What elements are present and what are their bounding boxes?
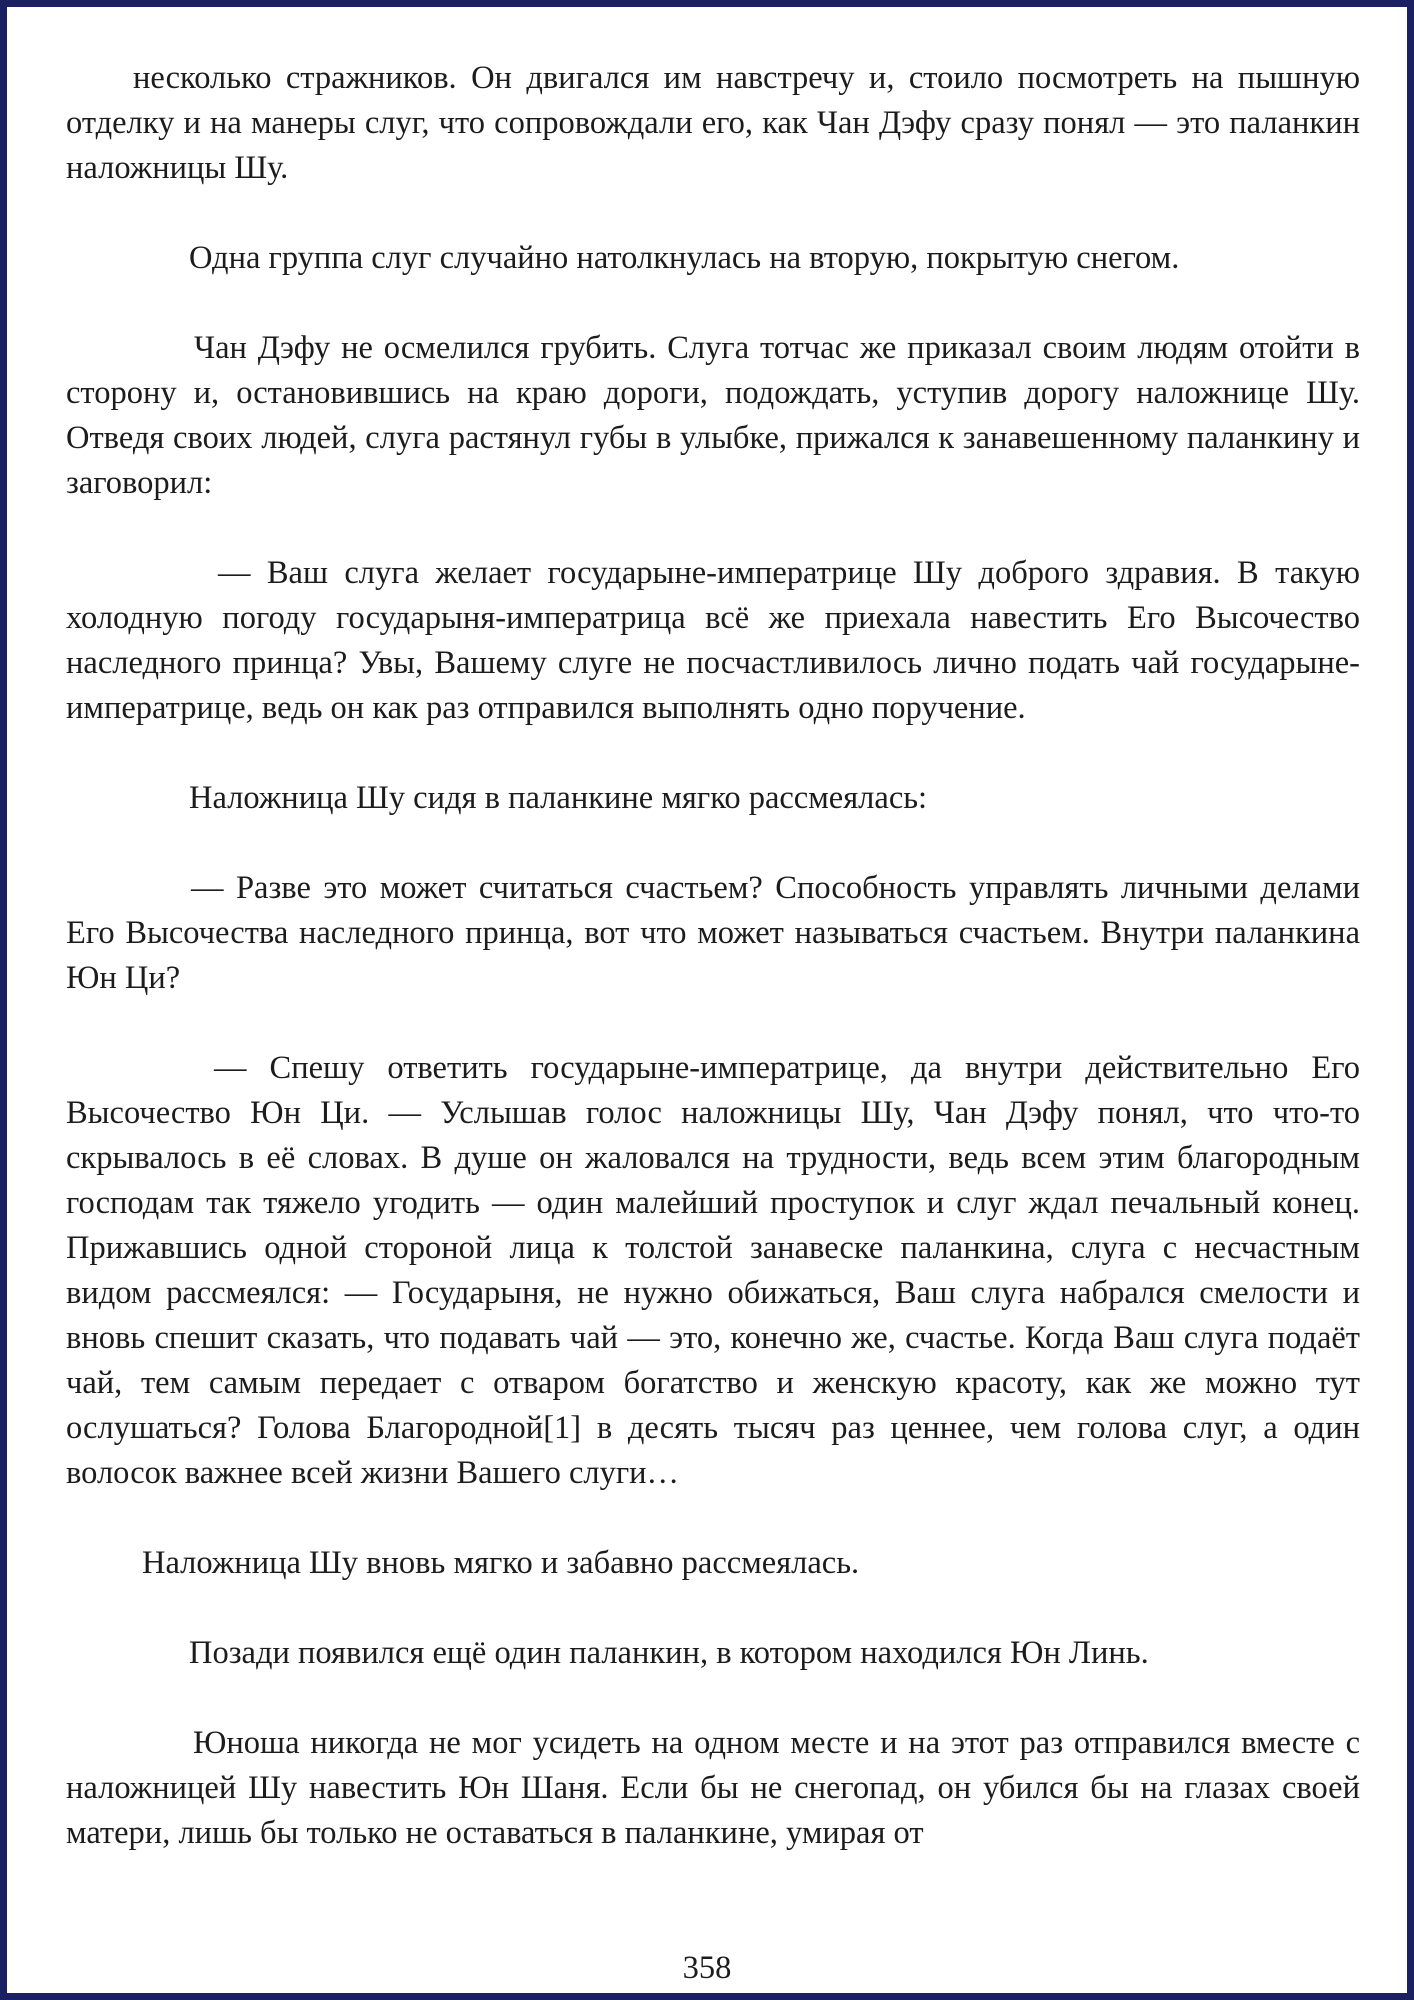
paragraph: — Разве это может считаться счастьем? Способность управлять личными делами Его Высочества наследного принца, вот что может называться счастьем. Внутри паланкина Юн Ци? [66,870,1360,996]
paragraph: Позади появился ещё один паланкин, в котором находился Юн Линь. [189,1635,1149,1671]
paragraph: Юноша никогда не мог усидеть на одном месте и на этот раз отправился вместе с наложницей Шу навестить Юн Шаня. Если бы не снегопад, он убился бы на глазах своей матери, лишь бы только не оставаться в паланкине, умирая от [66,1725,1360,1851]
page-text [66,56,1360,1856]
paragraph: — Спешу ответить государыне-императрице, да внутри действительно Его Высочество Юн Ци. — Услышав голос наложницы Шу, Чан Дэфу понял, что что-то скрывалось в её словах. В душе он жаловался на трудности, ведь всем этим благородным господам так тяжело угодить — один малейший проступок и слуг ждал печальный конец. Прижавшись одной стороной лица к толстой занавеске паланкина, слуга с несчастным видом рассмеялся: — Государыня, не нужно обижаться, Ваш слуга набрался смелости и вновь спешит сказать, что подавать чай — это, конечно же, счастье. Когда Ваш слуга подаёт чай, тем самым передает с отваром богатство и женскую красоту, как же можно тут ослушаться? Голова Благородной[1] в десять тысяч раз ценнее, чем голова слуг, а один волосок важнее всей жизни Вашего слуги… [66,1050,1360,1491]
page-number: 358 [682,1950,732,1986]
paragraph: Одна группа слуг случайно натолкнулась на вторую, покрытую снегом. [189,240,1180,276]
paragraph: Наложница Шу сидя в паланкине мягко рассмеялась: [189,780,928,816]
paragraph: Наложница Шу вновь мягко и забавно рассмеялась. [142,1545,860,1581]
paragraph: несколько стражников. Он двигался им навстречу и, стоило посмотреть на пышную отделку и на манеры слуг, что сопровождали его, как Чан Дэфу сразу понял — это паланкин наложницы Шу. [66,60,1360,186]
paragraph: — Ваш слуга желает государыне-императрице Шу доброго здравия. В такую холодную погоду государыня-императрица всё же приехала навестить Его Высочество наследного принца? Увы, Вашему слуге не посчастливилось лично подать чай государыне-императрице, ведь он как раз отправился выполнять одно поручение. [66,555,1360,726]
paragraph: Чан Дэфу не осмелился грубить. Слуга тотчас же приказал своим людям отойти в сторону и, остановившись на краю дороги, подождать, уступив дорогу наложнице Шу. Отведя своих людей, слуга растянул губы в улыбке, прижался к занавешенному паланкину и заговорил: [66,330,1360,501]
